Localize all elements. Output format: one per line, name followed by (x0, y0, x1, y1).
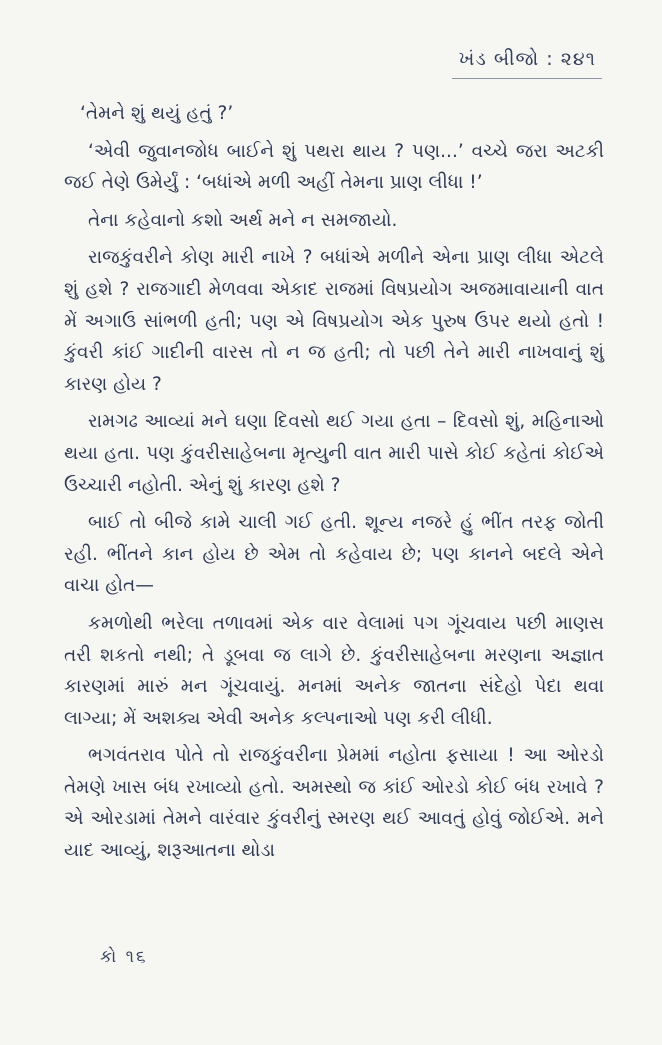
paragraph: ‘એવી જુવાનજોધ બાઈને શું પથરા થાય ? પણ...’ વચ્ચે જરા અટકી જઈ તેણે ઉમેર્યું : ‘બધાંએ મળી અહીં તેમના પ્રાણ લીધા !’ (64, 140, 604, 194)
header-rule (452, 78, 602, 79)
paragraph: બાઈ તો બીજે કામે ચાલી ગઈ હતી. શૂન્ય નજરે હું ભીંત તરફ જોતી રહી. ભીંતને કાન હોય છે એમ તો કહેવાય છે; પણ કાનને બદલે એને વાચા હોત— (64, 512, 604, 597)
running-header: ખંડ બીજો : ૨૪૧ (458, 48, 596, 70)
paragraph: કમળોથી ભરેલા તળાવમાં એક વાર વેલામાં પગ ગૂંચવાય પછી માણસ તરી શકતો નથી; તે ડૂબવા જ લાગે છે. કુંવરીસાહેબના મરણના અજ્ઞાત કારણમાં મારું મન ગૂંચવાયું. મનમાં અનેક જાતના સંદેહો પેદા થવા લાગ્યા; મેં અશક્ય એવી અનેક કલ્પનાઓ પણ કરી લીધી. (64, 612, 604, 729)
printer-signature: કો ૧૬ (100, 947, 148, 967)
body-text (64, 98, 604, 867)
paragraph: રામગઢ આવ્યાં મને ઘણા દિવસો થઈ ગયા હતા – દિવસો શું, મહિનાઓ થયા હતા. પણ કુંવરીસાહેબના મૃત્યુની વાત મારી પાસે કોઈ કહેતાં કોઈએ ઉચ્ચારી નહોતી. એનું શું કારણ હશે ? (64, 411, 604, 496)
paragraph: રાજકુંવરીને કોણ મારી નાખે ? બધાંએ મળીને એના પ્રાણ લીધા એટલે શું હશે ? રાજગાદી મેળવવા એકાદ રાજમાં વિષપ્રયોગ અજમાવાયાની વાત મેં અગાઉ સાંભળી હતી; પણ એ વિષપ્રયોગ એક પુરુષ ઉપર થયો હતો ! કુંવરી કાંઈ ગાદીની વારસ તો ન જ હતી; તો પછી તેને મારી નાખવાનું શું કારણ હોય ? (64, 247, 604, 395)
paragraph: ‘તેમને શું થયું હતું ?’ (80, 103, 234, 124)
paragraph: ભગવંતરાવ પોતે તો રાજકુંવરીના પ્રેમમાં નહોતા ફસાયા ! આ ઓરડો તેમણે ખાસ બંધ રખાવ્યો હતો. અમસ્થો જ કાંઈ ઓરડો કોઈ બંધ રખાવે ? એ ઓરડામાં તેમને વારંવાર કુંવરીનું સ્મરણ થઈ આવતું હોવું જોઈએ. મને યાદ આવ્યું, શરૂઆતના થોડા (64, 745, 604, 862)
paragraph: તેના કહેવાનો કશો અર્થ મને ન સમજાયો. (88, 209, 398, 231)
